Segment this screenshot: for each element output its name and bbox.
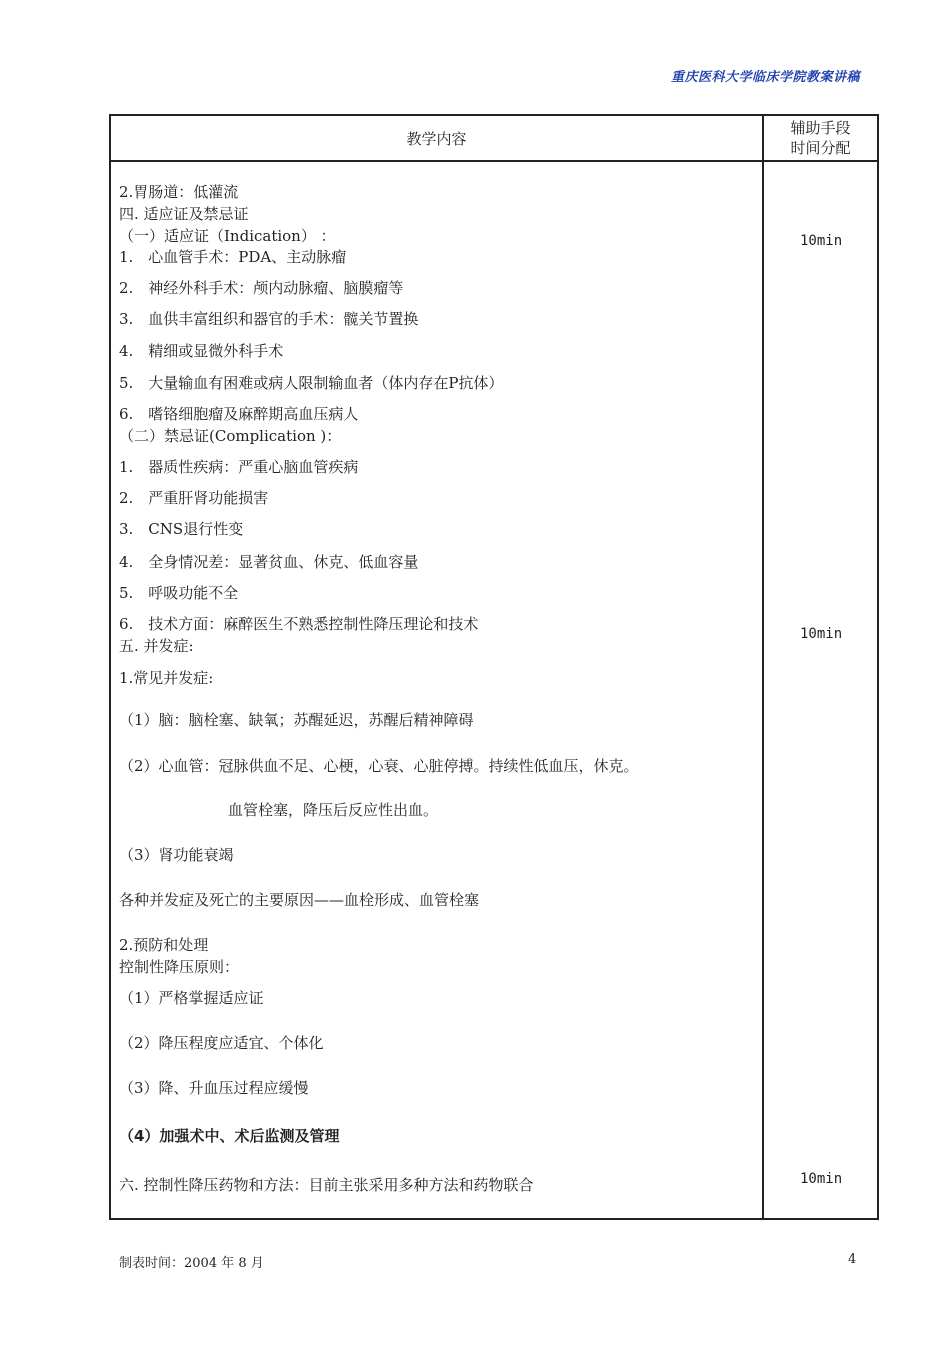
- list-item-continuation: 血管栓塞，降压后反应性出血。: [228, 801, 439, 819]
- list-item: （1）脑：脑栓塞、缺氧；苏醒延迟，苏醒后精神障碍: [119, 711, 474, 729]
- time-allocation: 10min: [800, 233, 843, 249]
- list-item: 5. 呼吸功能不全: [119, 584, 239, 602]
- list-item: （2）降压程度应适宜、个体化: [119, 1034, 324, 1052]
- column-header-time: [764, 116, 877, 160]
- list-item: 2. 严重肝肾功能损害: [119, 489, 269, 507]
- section-heading: 六. 控制性降压药物和方法：目前主张采用多种方法和药物联合: [119, 1176, 534, 1194]
- column-header-time-line1: 辅助手段: [790, 119, 851, 137]
- content-line: 2.胃肠道：低灌流: [119, 183, 239, 201]
- section-heading: 五. 并发症:: [119, 637, 194, 655]
- section-heading: 四. 适应证及禁忌证: [119, 205, 249, 223]
- column-header-time-line2: 时间分配: [790, 139, 851, 157]
- subsection-heading: （一）适应证（Indication） ：: [119, 227, 336, 245]
- list-item: 1. 心血管手术：PDA、主动脉瘤: [119, 248, 347, 266]
- content-line: 各种并发症及死亡的主要原因——血栓形成、血管栓塞: [119, 891, 480, 909]
- list-item: 3. 血供丰富组织和器官的手术：髋关节置换: [119, 310, 419, 328]
- list-item: 6. 嗜铬细胞瘤及麻醉期高血压病人: [119, 405, 359, 423]
- list-item: 4. 精细或显微外科手术: [119, 342, 284, 360]
- column-divider: [762, 116, 764, 1218]
- column-header-content: 教学内容: [406, 129, 467, 148]
- list-item: 3. CNS退行性变: [119, 520, 244, 538]
- page-number: 4: [848, 1252, 857, 1267]
- list-item: （3）肾功能衰竭: [119, 846, 234, 864]
- subsection-heading: （二）禁忌证(Complication )：: [119, 427, 342, 445]
- header-divider: [111, 160, 877, 162]
- list-item: 5. 大量输血有困难或病人限制输血者（体内存在P抗体）: [119, 374, 504, 392]
- content-line: 控制性降压原则：: [119, 958, 240, 976]
- list-item: 4. 全身情况差：显著贫血、休克、低血容量: [119, 553, 419, 571]
- list-item: （3）降、升血压过程应缓慢: [119, 1079, 309, 1097]
- list-item: 2. 神经外科手术：颅内动脉瘤、脑膜瘤等: [119, 279, 404, 297]
- list-item: （4）加强术中、术后监测及管理: [119, 1127, 340, 1145]
- content-line: 2.预防和处理: [119, 936, 209, 954]
- list-item: 1. 器质性疾病：严重心脑血管疾病: [119, 458, 359, 476]
- list-item: 6. 技术方面：麻醉医生不熟悉控制性降压理论和技术: [119, 615, 479, 633]
- time-allocation: 10min: [800, 1171, 843, 1187]
- list-item: （1）严格掌握适应证: [119, 989, 264, 1007]
- header-title: 重庆医科大学临床学院教案讲稿: [670, 70, 860, 85]
- time-allocation: 10min: [800, 626, 843, 642]
- list-item: （2）心血管：冠脉供血不足、心梗，心衰、心脏停搏。持续性低血压，休克。: [119, 757, 639, 775]
- content-line: 1.常见并发症:: [119, 669, 214, 687]
- footer-date: 制表时间：2004 年 8 月: [119, 1256, 264, 1271]
